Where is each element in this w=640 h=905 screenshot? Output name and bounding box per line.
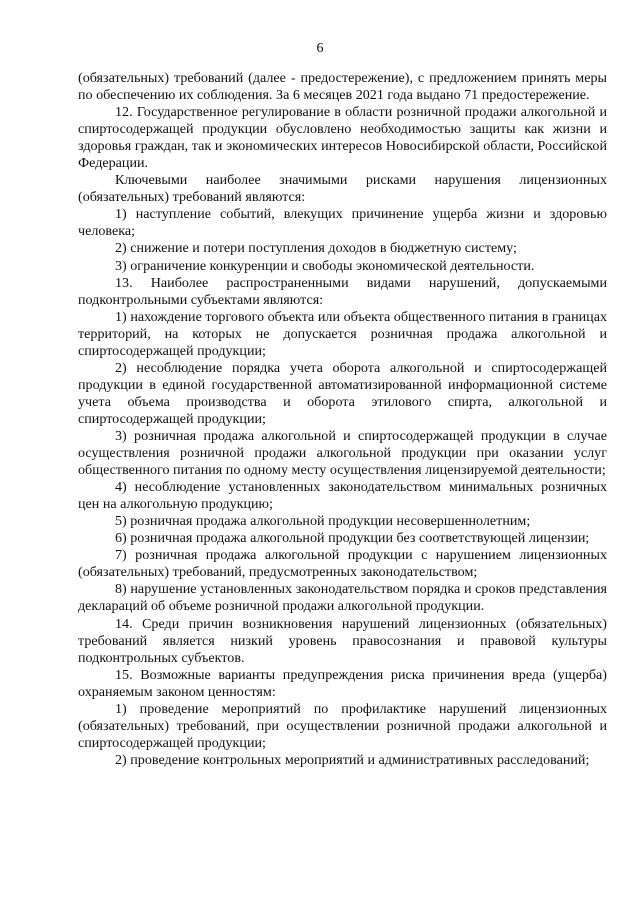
paragraph-item-13: 13. Наиболее распространенными видами нарушений, допускаемыми подконтрольными субъектами являются: [78,274,607,308]
paragraph-item-15: 15. Возможные варианты предупреждения риска причинения вреда (ущерба) охраняемым законом ценностям: [78,666,607,700]
violation-item-1: 1) нахождение торгового объекта или объекта общественного питания в границах территорий, на которых не допускается розничная продажа алкогольной и спиртосодержащей продукции; [78,308,607,359]
risk-item-1: 1) наступление событий, влекущих причинение ущерба жизни и здоровью человека; [78,206,607,240]
violation-item-2: 2) несоблюдение порядка учета оборота алкогольной и спиртосодержащей продукции в единой государственной автоматизированной информационной системе учета объема производства и оборота этилового спирта, алкогольной и спиртосодержащей продукции; [78,359,607,427]
violation-item-5: 5) розничная продажа алкогольной продукции несовершеннолетним; [115,513,531,530]
page-number: 6 [316,41,324,56]
risk-item-2: 2) снижение и потери поступления доходов в бюджетную систему; [115,240,517,257]
paragraph-item-14: 14. Среди причин возникновения нарушений лицензионных (обязательных) требований является низкий уровень правосознания и правовой культуры подконтрольных субъектов. [78,615,607,666]
violation-item-7: 7) розничная продажа алкогольной продукции с нарушением лицензионных (обязательных) требований, предусмотренных законодательством; [78,547,607,581]
paragraph-key-risks: Ключевыми наиболее значимыми рисками нарушения лицензионных (обязательных) требований являются: [78,172,607,206]
prevention-item-1: 1) проведение мероприятий по профилактике нарушений лицензионных (обязательных) требований, при осуществлении розничной продажи алкогольной и спиртосодержащей продукции; [78,700,607,751]
violation-item-3: 3) розничная продажа алкогольной и спиртосодержащей продукции в случае осуществления розничной продажи алкогольной продукции при оказании услуг общественного питания по одному месту осуществления лицензируемой деятельности; [78,427,607,479]
paragraph-continuation: (обязательных) требований (далее - предостережение), с предложением принять меры по обеспечению их соблюдения. За 6 месяцев 2021 года выдано 71 предостережение. [78,70,607,104]
violation-item-4: 4) несоблюдение установленных законодательством минимальных розничных цен на алкогольную продукцию; [78,479,607,513]
violation-item-6: 6) розничная продажа алкогольной продукции без соответствующей лицензии; [115,530,590,547]
prevention-item-2: 2) проведение контрольных мероприятий и административных расследований; [115,751,590,768]
violation-item-8: 8) нарушение установленных законодательством порядка и сроков представления деклараций об объеме розничной продажи алкогольной продукции. [78,581,607,615]
document-body [78,70,607,769]
risk-item-3: 3) ограничение конкуренции и свободы экономической деятельности. [115,257,535,274]
paragraph-item-12: 12. Государственное регулирование в области розничной продажи алкогольной и спиртосодержащей продукции обусловлено необходимостью защиты как жизни и здоровья граждан, так и экономических интересов Новосибирской области, Российской Федерации. [78,104,607,172]
